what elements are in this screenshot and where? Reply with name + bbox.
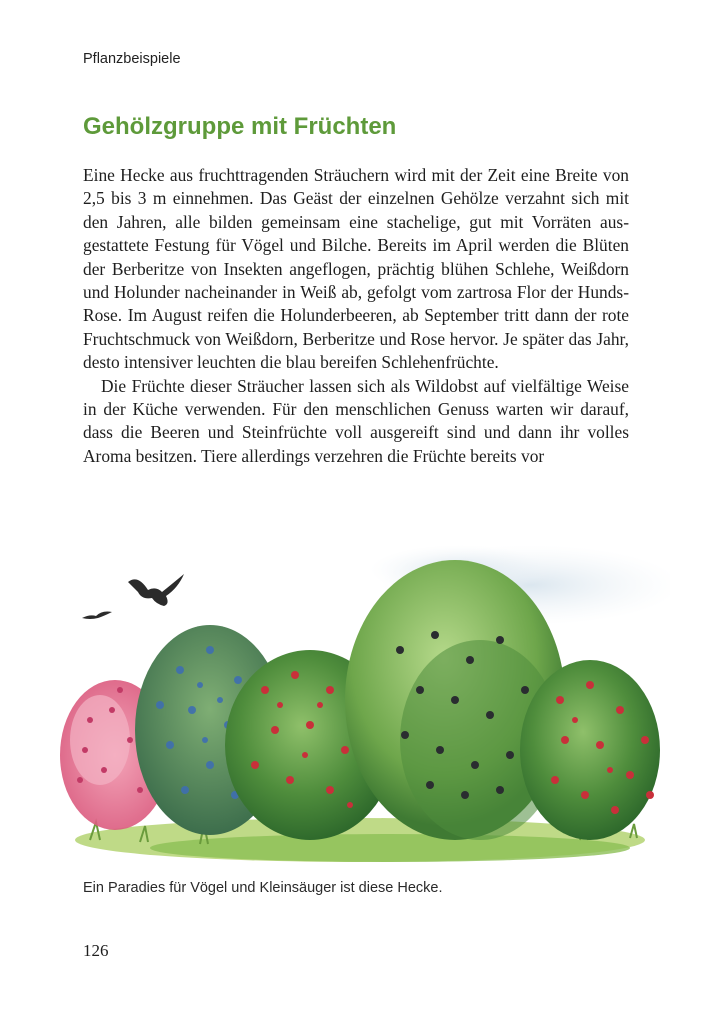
section-title: Gehölzgruppe mit Früchten [83, 113, 397, 140]
flying-bird-icon [82, 574, 184, 619]
body-text [83, 164, 629, 468]
page-number: 126 [83, 941, 109, 960]
figure-caption: Ein Paradies für Vögel und Kleinsäuger ist diese Hecke. [83, 880, 443, 896]
rose-shrub [520, 660, 660, 840]
paragraph: Eine Hecke aus fruchttragenden Sträuchern wird mit der Zeit eine Breite von 2,5 bis 3 m einnehmen. Das Geäst der einzelnen Gehölze verzahnt sich mit den Jahren, alle bilden gemeinsam eine stachelige, gut mit Vorräten ausgestattete Festung für Vögel und Bilche. Bereits im April werden die Blüten der Berberitze von Insekten angeflogen, prächtig blühen Schlehe, Weißdorn und Holunder nacheinander in Weiß ab, gefolgt vom zartrosa Flor der Hunds-Rose. Im August reifen die Holunderbeeren, ab September tritt dann der rote Fruchtschmuck von Weißdorn, Berberitze und Rose hervor. Je später das Jahr, desto intensiver leuchten die blau bereifen Schlehenfrüchte. [83, 165, 629, 373]
hedge-illustration [60, 540, 670, 870]
running-header: Pflanzbeispiele [83, 51, 181, 67]
paragraph: Die Früchte dieser Sträucher lassen sich als Wildobst auf vielfältige Weise in der Küche verwenden. Für den menschlichen Genuss warten wir darauf, dass die Beeren und Steinfrüchte voll ausgereift sind und dann ihr volles Aroma besitzen. Tiere allerdings verzehren die Früchte bereits vor [83, 375, 629, 466]
